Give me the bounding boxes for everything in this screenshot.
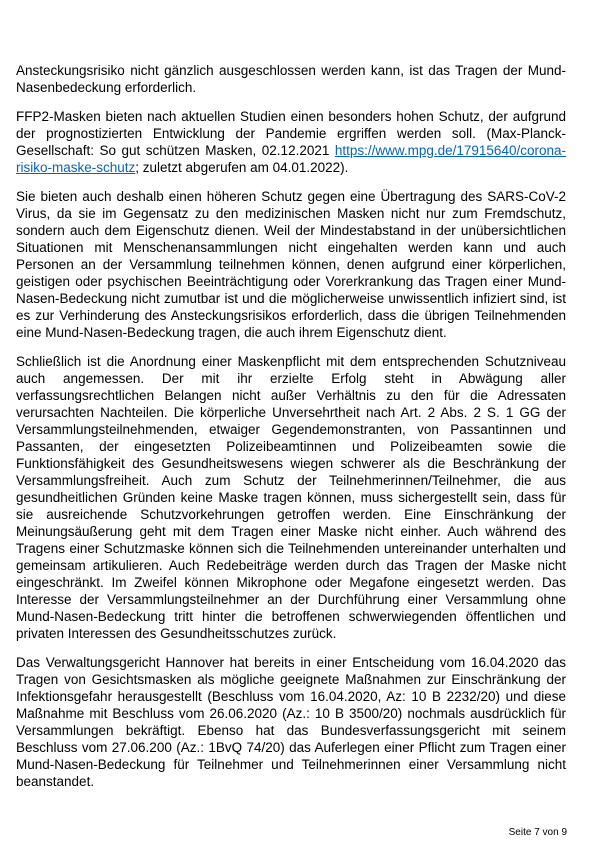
paragraph-ffp2-text-before-link: FFP2-Masken bieten nach aktuellen Studien einen besonders hohen Schutz, der aufgrund der prognostizierten Entwicklung der Pandemie ergriffen werden soll. (Max-Planck-Gesellschaft: So gut schützen Masken, 02.12.2021	[16, 109, 566, 158]
paragraph-ffp2-text-after-link: ; zuletzt abgerufen am 04.01.2022).	[135, 160, 349, 175]
page-number: Seite 7 von 9	[508, 827, 567, 838]
paragraph-higher-protection: Sie bieten auch deshalb einen höheren Schutz gegen eine Übertragung des SARS-CoV-2 Virus, da sie im Gegensatz zu den medizinischen Masken nicht nur zum Fremdschutz, sondern auch dem Eigenschutz dienen. Weil der Mindestabstand in der unübersichtlichen Situationen mit Menschenansammlungen nicht eingehalten werden kann und auch Personen an der Versammlung teilnehmen können, denen aufgrund einer körperlichen, geistigen oder psychischen Beeinträchtigung oder Vorerkrankung das Tragen einer Mund-Nasen-Bedeckung nicht zumutbar ist und die möglicherweise unwissentlich infiziert sind, ist es zur Verhinderung des Ansteckungsrisikos erforderlich, dass die übrigen Teilnehmenden eine Mund-Nasen-Bedeckung tragen, die auch ihrem Eigenschutz dient.	[16, 189, 566, 340]
paragraph-ffp2-studies	[16, 108, 566, 176]
paragraph-court-decisions: Das Verwaltungsgericht Hannover hat bereits in einer Entscheidung vom 16.04.2020 das Tragen von Gesichtsmasken als mögliche geeignete Maßnahmen zur Einschränkung der Infektionsgefahr herausgestellt (Beschluss vom 16.04.2020, Az: 10 B 2232/20) und diese Maßnahme mit Beschluss vom 26.06.2020 (Az.: 10 B 3500/20) nochmals ausdrücklich für Versammlungen bekräftigt. Ebenso hat das Bundesverfassungsgericht mit seinem Beschluss vom 27.06.200 (Az.: 1BvQ 74/20) das Auferlegen einer Pflicht zum Tragen einer Mund-Nasen-Bedeckung für Teilnehmer und Teilnehmerinnen einer Versammlung nicht beanstandet.	[16, 655, 566, 789]
paragraph-proportionality: Schließlich ist die Anordnung einer Maskenpflicht mit dem entsprechenden Schutzniveau auch angemessen. Der mit ihr erzielte Erfolg steht in Abwägung aller verfassungsrechtlichen Belangen nicht außer Verhältnis zu den für die Adressaten verursachten Nachteilen. Die körperliche Unversehrtheit nach Art. 2 Abs. 2 S. 1 GG der Versammlungsteilnehmenden, etwaiger Gegendemonstranten, von Passantinnen und Passanten, der eingesetzten Polizeibeamtinnen und Polizeibeamten sowie die Funktionsfähigkeit des Gesundheitswesens wiegen schwerer als die Beschränkung der Versammlungsfreiheit. Auch zum Schutz der Teilnehmerinnen/Teilnehmer, die aus gesundheitlichen Gründen keine Maske tragen können, muss sichergestellt sein, dass für sie ausreichende Schutzvorkehrungen getroffen werden. Eine Einschränkung der Meinungsäußerung geht mit dem Tragen einer Maske nicht einher. Auch während des Tragens einer Schutzmaske können sich die Teilnehmenden untereinander unterhalten und gemeinsam artikulieren. Auch Redebeiträge werden durch das Tragen der Maske nicht eingeschränkt. Im Zweifel können Mikrophone oder Megafone eingesetzt werden. Das Interesse der Versammlungsteilnehmer an der Durchführung einer Versammlung ohne Mund-Nasen-Bedeckung tritt hinter die betroffenen schwerwiegenden öffentlichen und privaten Interessen des Gesundheitsschutzes zurück.	[16, 354, 566, 641]
paragraph-mask-requirement: Ansteckungsrisiko nicht gänzlich ausgeschlossen werden kann, ist das Tragen der Mund-Nasenbedeckung erforderlich.	[16, 63, 566, 95]
mpg-article-link[interactable]: https://www.mpg.de/17915640/corona-risiko-maske-schutz	[16, 143, 566, 175]
